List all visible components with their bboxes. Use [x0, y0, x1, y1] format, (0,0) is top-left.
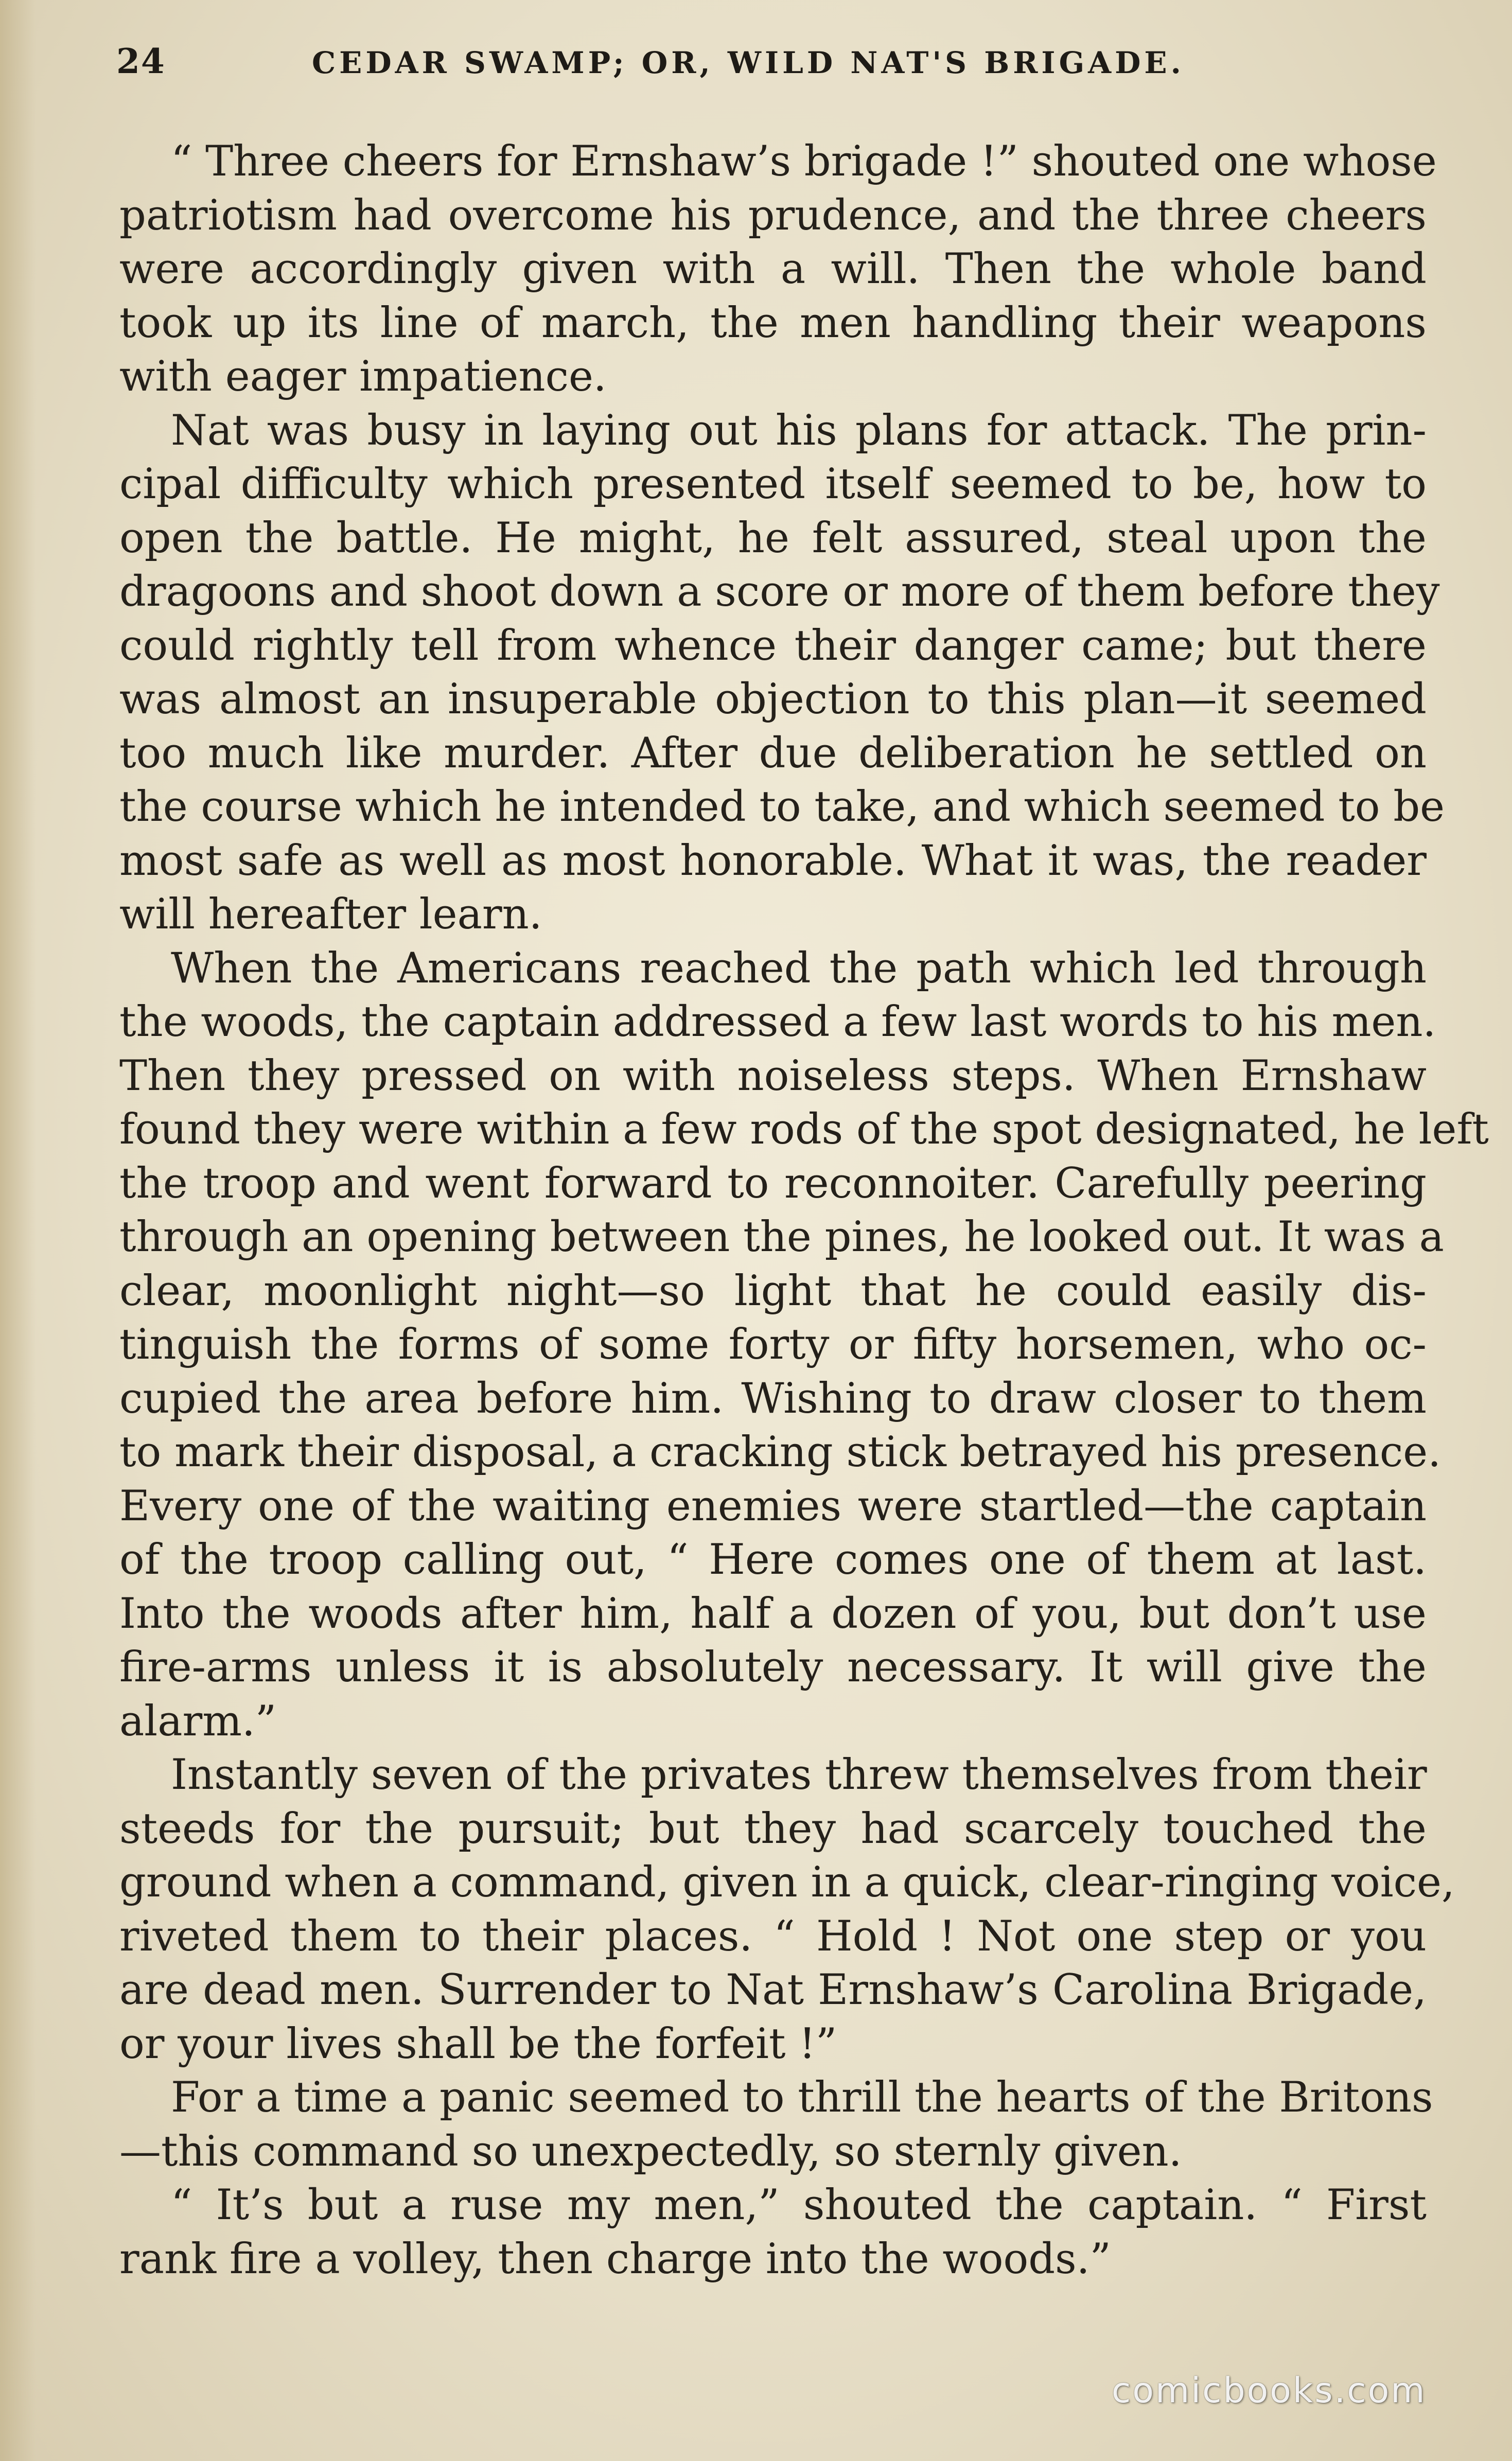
watermark: comicbooks.com [1112, 2370, 1427, 2411]
text-line: the troop and went forward to reconnoiter. Carefully peering [119, 1159, 1427, 1208]
text-line: alarm.” [119, 1697, 277, 1746]
text-line: For a time a panic seemed to thrill the hearts of the Britons [171, 2073, 1433, 2122]
paragraph [119, 135, 1437, 404]
text-line: could rightly tell from whence their danger came; but there [119, 621, 1427, 670]
text-line: patriotism had overcome his prudence, and the three cheers [119, 191, 1427, 240]
text-line: or your lives shall be the forfeit !” [119, 2019, 837, 2068]
text-line: “ It’s but a ruse my men,” shouted the captain. “ First [171, 2181, 1427, 2229]
paragraph [119, 1748, 1455, 2071]
page-number: 24 [116, 41, 166, 81]
text-line: When the Americans reached the path which led through [171, 944, 1427, 993]
text-line: cupied the area before him. Wishing to draw closer to them [119, 1374, 1427, 1423]
text-line: “ Three cheers for Ernshaw’s brigade !” shouted one whose [171, 137, 1437, 186]
page-edge-shadow [0, 0, 36, 2461]
text-line: of the troop calling out, “ Here comes one of them at last. [119, 1536, 1427, 1584]
text-line: Into the woods after him, half a dozen of you, but don’t use [119, 1589, 1427, 1638]
paragraph [119, 942, 1489, 1749]
text-line: found they were within a few rods of the spot designated, he left [119, 1105, 1489, 1154]
text-line: tinguish the forms of some forty or fifty horsemen, who oc- [119, 1321, 1427, 1369]
text-line: was almost an insuperable objection to this plan—it seemed [119, 675, 1427, 724]
text-line: Nat was busy in laying out his plans for attack. The prin- [171, 406, 1427, 455]
text-line: Every one of the waiting enemies were startled—the captain [119, 1482, 1427, 1531]
paragraph [119, 404, 1445, 942]
text-line: steeds for the pursuit; but they had scarcely touched the [119, 1804, 1427, 1853]
text-line: took up its line of march, the men handling their weapons [119, 298, 1427, 347]
running-title: CEDAR SWAMP; OR, WILD NAT'S BRIGADE. [312, 45, 1185, 80]
text-line: to mark their disposal, a cracking stick betrayed his presence. [119, 1428, 1441, 1476]
text-line: dragoons and shoot down a score or more of them before they [119, 568, 1440, 616]
text-line: were accordingly given with a will. Then the whole band [119, 245, 1427, 293]
text-line: clear, moonlight night—so light that he could easily dis- [119, 1267, 1427, 1315]
text-line: with eager impatience. [119, 353, 607, 401]
text-line: the woods, the captain addressed a few last words to his men. [119, 998, 1436, 1046]
text-line: the course which he intended to take, and which seemed to be [119, 783, 1445, 831]
text-line: ground when a command, given in a quick, clear-ringing voice, [119, 1858, 1455, 1907]
text-line: through an opening between the pines, he looked out. It was a [119, 1213, 1444, 1261]
text-line: rank fire a volley, then charge into the woods.” [119, 2235, 1111, 2283]
text-line: open the battle. He might, he felt assured, steal upon the [119, 514, 1427, 562]
text-line: —this command so unexpectedly, so sternly given. [119, 2127, 1182, 2176]
text-line: Instantly seven of the privates threw themselves from their [171, 1751, 1427, 1799]
text-line: are dead men. Surrender to Nat Ernshaw’s Carolina Brigade, [119, 1966, 1427, 2014]
text-line: too much like murder. After due deliberation he settled on [119, 729, 1427, 778]
text-line: riveted them to their places. “ Hold ! Not one step or you [119, 1912, 1427, 1961]
body-text [119, 135, 1489, 2283]
text-line: fire-arms unless it is absolutely necessary. It will give the [119, 1643, 1427, 1692]
text-line: will hereafter learn. [119, 890, 542, 939]
paragraph [119, 2178, 1427, 2286]
text-line: Then they pressed on with noiseless steps. When Ernshaw [119, 1051, 1427, 1100]
paragraph [119, 2071, 1433, 2178]
text-line: cipal difficulty which presented itself seemed to be, how to [119, 460, 1427, 508]
page-header [116, 37, 1434, 94]
text-line: most safe as well as most honorable. What it was, the reader [119, 836, 1427, 885]
